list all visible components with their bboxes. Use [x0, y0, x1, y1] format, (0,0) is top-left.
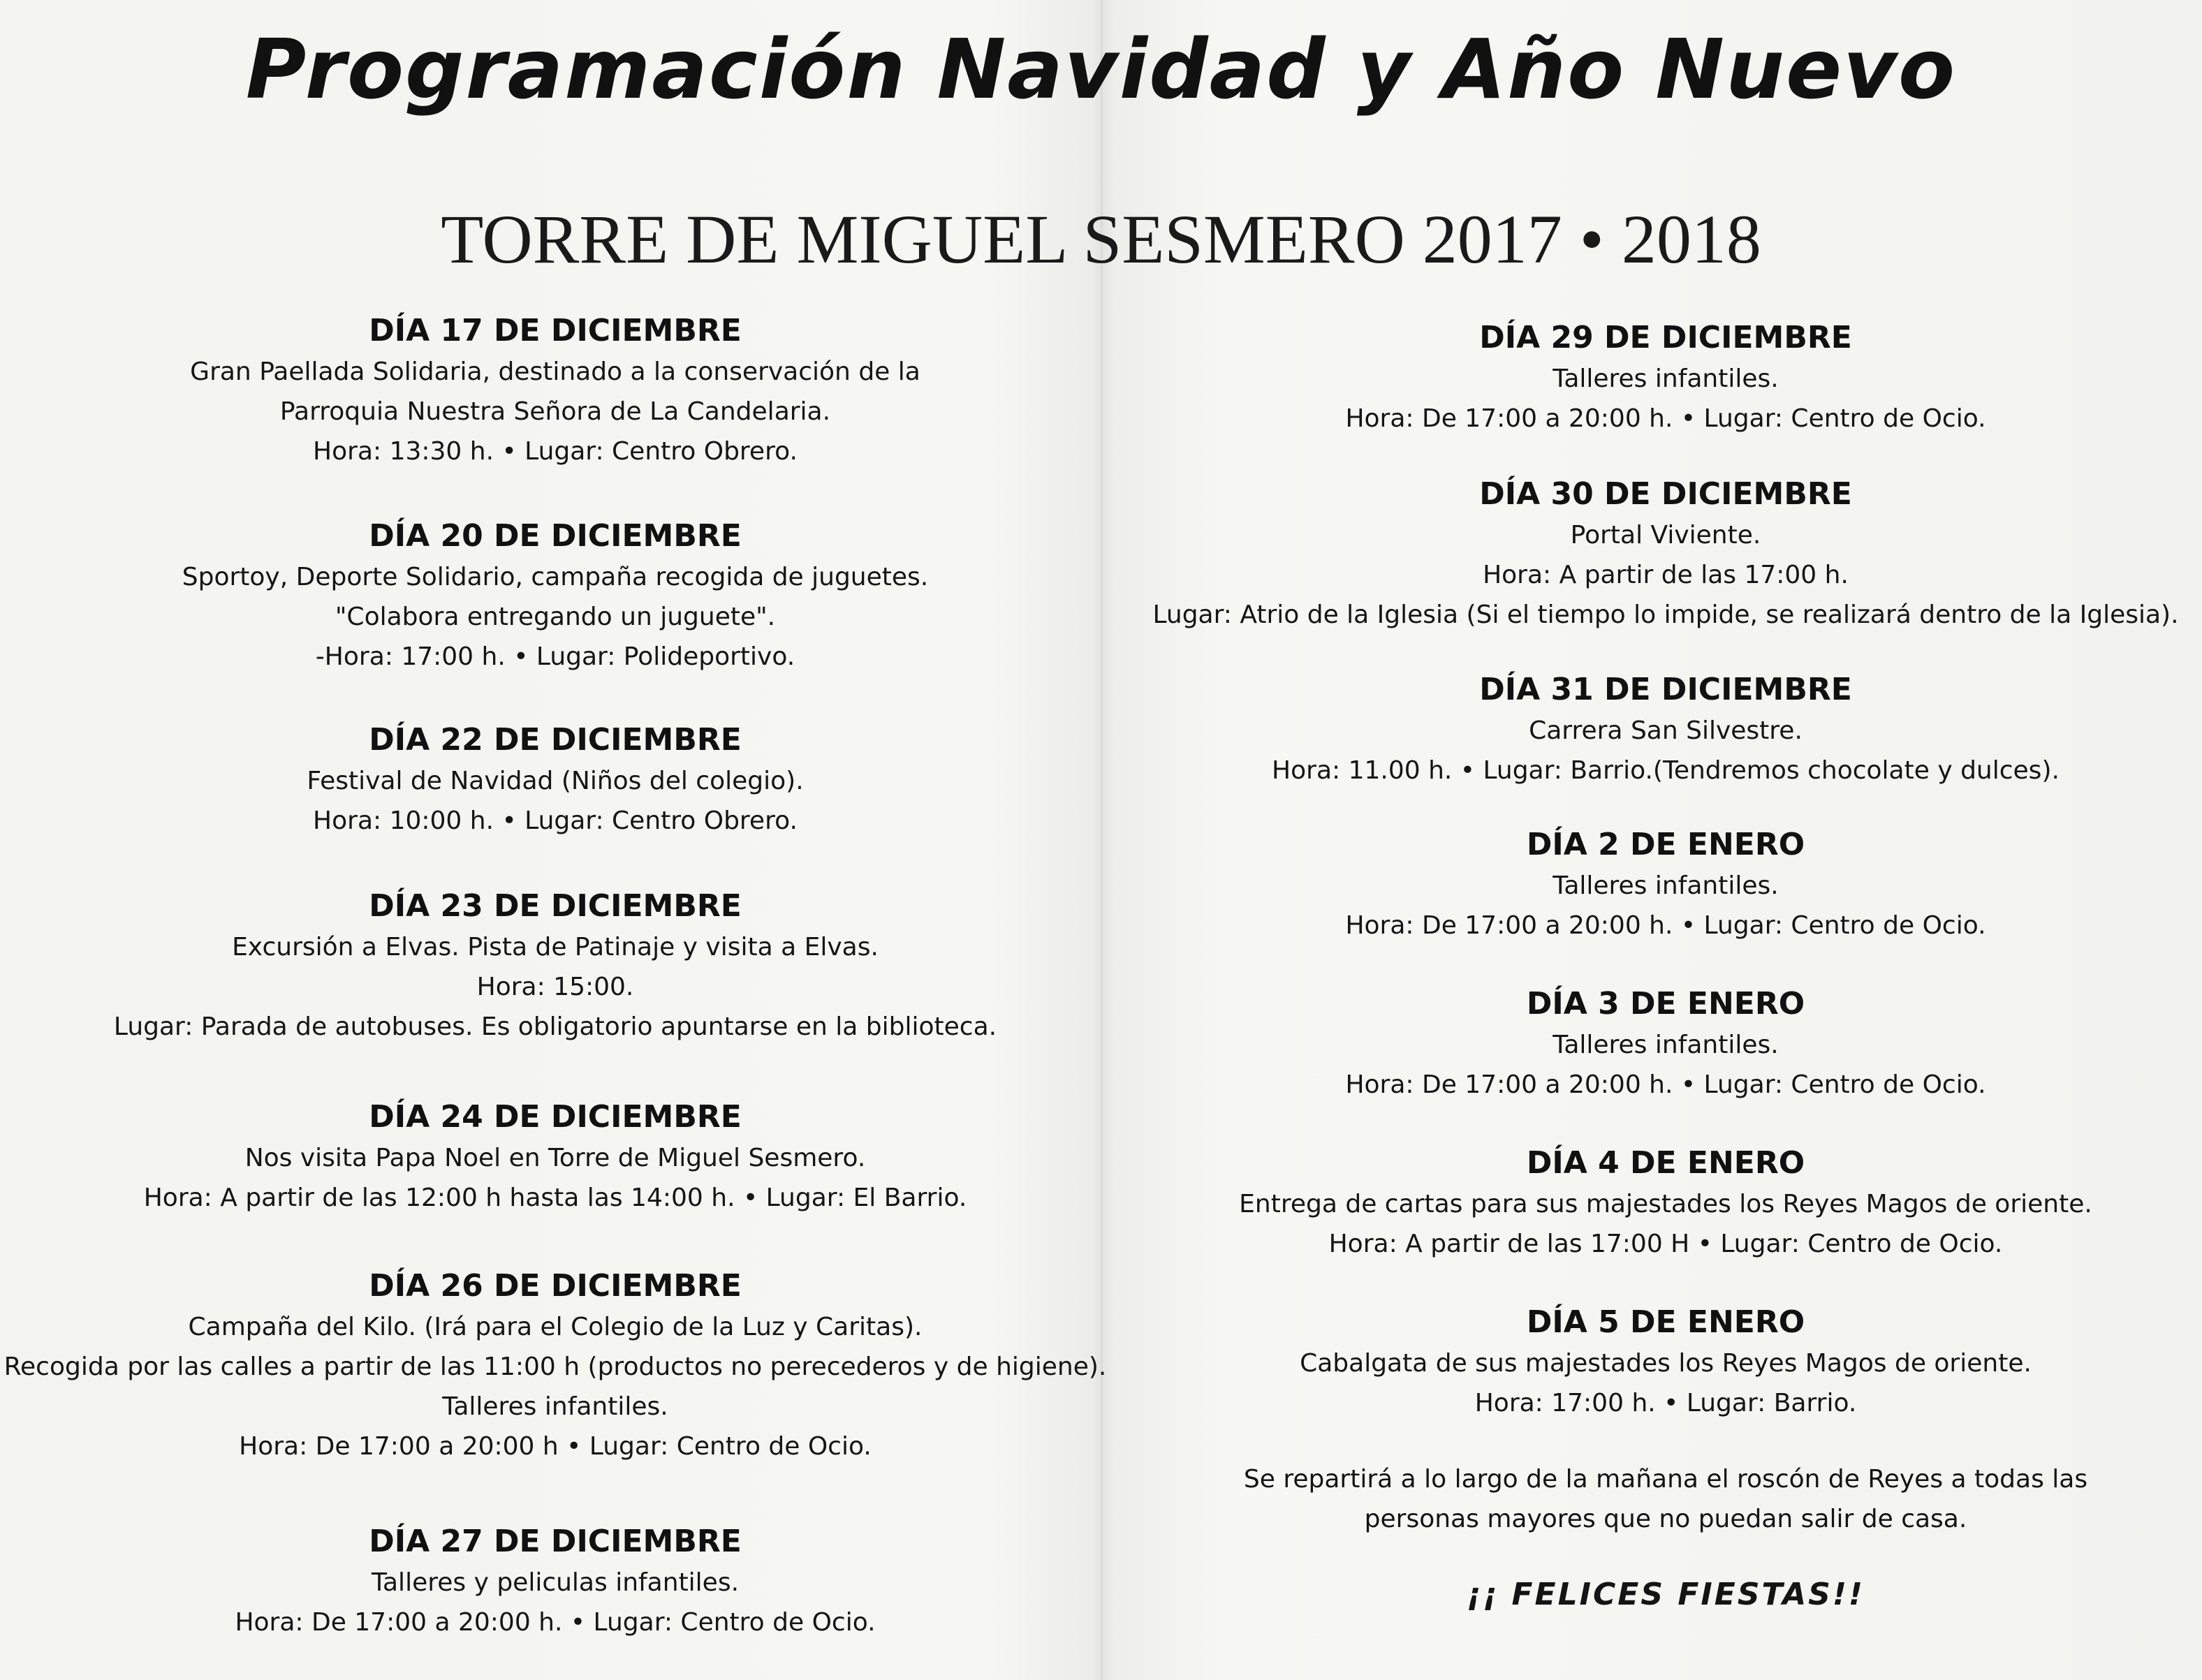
note-line: Se repartirá a lo largo de la mañana el roscón de Reyes a todas las — [1243, 1465, 2088, 1494]
event-jan-3 — [1110, 983, 2202, 1105]
event-dec-20 — [0, 515, 1110, 677]
closing-greeting: ¡¡ FELICES FIESTAS!! — [1467, 1577, 1865, 1612]
event-description: Recogida por las calles a partir de las 11:00 h (productos no perecederos y de higiene). — [3, 1353, 1107, 1381]
event-dec-17 — [0, 310, 1110, 471]
event-heading: DÍA 23 DE DICIEMBRE — [369, 888, 742, 924]
event-dec-22 — [0, 719, 1110, 841]
event-description: Parroquia Nuestra Señora de La Candelaria. — [279, 397, 831, 426]
event-description: Talleres infantiles. — [1553, 364, 1779, 393]
event-schedule: Hora: 17:00 h. • Lugar: Barrio. — [1474, 1389, 1857, 1417]
event-heading: DÍA 20 DE DICIEMBRE — [369, 518, 742, 554]
event-jan-2 — [1110, 824, 2202, 945]
event-location: Lugar: Parada de autobuses. Es obligatorio apuntarse en la biblioteca. — [113, 1012, 997, 1041]
event-schedule: Hora: A partir de las 12:00 h hasta las 14:00 h. • Lugar: El Barrio. — [143, 1184, 967, 1212]
event-dec-30 — [1110, 473, 2202, 635]
event-heading: DÍA 5 DE ENERO — [1526, 1304, 1805, 1340]
event-heading: DÍA 26 DE DICIEMBRE — [369, 1268, 742, 1304]
event-dec-29 — [1110, 317, 2202, 439]
event-schedule: Hora: 15:00. — [476, 973, 634, 1001]
event-heading: DÍA 27 DE DICIEMBRE — [369, 1524, 742, 1559]
event-description: Excursión a Elvas. Pista de Patinaje y visita a Elvas. — [232, 933, 879, 961]
note-line: personas mayores que no puedan salir de casa. — [1364, 1505, 1967, 1533]
event-heading: DÍA 4 DE ENERO — [1526, 1145, 1805, 1181]
event-description: Portal Viviente. — [1570, 521, 1761, 550]
event-description: Campaña del Kilo. (Irá para el Colegio de la Luz y Caritas). — [188, 1313, 923, 1341]
event-description: Talleres infantiles. — [442, 1392, 668, 1421]
event-description: Cabalgata de sus majestades los Reyes Magos de oriente. — [1300, 1349, 2032, 1378]
event-heading: DÍA 2 DE ENERO — [1526, 827, 1805, 862]
event-heading: DÍA 17 DE DICIEMBRE — [369, 313, 742, 348]
event-schedule: Hora: 11.00 h. • Lugar: Barrio.(Tendremos chocolate y dulces). — [1272, 756, 2060, 785]
event-schedule: Hora: 10:00 h. • Lugar: Centro Obrero. — [313, 806, 798, 835]
event-description: Talleres infantiles. — [1553, 1031, 1779, 1059]
event-dec-31 — [1110, 669, 2202, 790]
event-schedule: -Hora: 17:00 h. • Lugar: Polideportivo. — [315, 642, 795, 671]
event-dec-23 — [0, 885, 1110, 1047]
event-schedule: Hora: A partir de las 17:00 h. — [1483, 561, 1849, 589]
event-schedule: Hora: 13:30 h. • Lugar: Centro Obrero. — [313, 437, 798, 466]
event-description: Gran Paellada Solidaria, destinado a la conservación de la — [190, 358, 920, 386]
event-jan-4 — [1110, 1142, 2202, 1264]
event-heading: DÍA 22 DE DICIEMBRE — [369, 722, 742, 758]
page-subtitle: TORRE DE MIGUEL SESMERO 2017 • 2018 — [441, 200, 1761, 278]
event-description: Nos visita Papa Noel en Torre de Miguel Sesmero. — [244, 1144, 866, 1172]
event-location: Lugar: Atrio de la Iglesia (Si el tiempo lo impide, se realizará dentro de la Iglesia). — [1152, 600, 2179, 629]
event-schedule: Hora: A partir de las 17:00 H • Lugar: Centro de Ocio. — [1328, 1230, 2003, 1258]
event-heading: DÍA 3 DE ENERO — [1526, 986, 1805, 1022]
event-schedule: Hora: De 17:00 a 20:00 h. • Lugar: Centro de Ocio. — [1345, 1070, 1986, 1099]
event-heading: DÍA 24 DE DICIEMBRE — [369, 1099, 742, 1135]
event-description: Entrega de cartas para sus majestades los Reyes Magos de oriente. — [1239, 1190, 2092, 1218]
event-dec-27 — [0, 1521, 1110, 1642]
event-heading: DÍA 31 DE DICIEMBRE — [1479, 672, 1852, 707]
event-description: "Colabora entregando un juguete". — [335, 603, 776, 631]
event-schedule: Hora: De 17:00 a 20:00 h. • Lugar: Centro de Ocio. — [1345, 911, 1986, 940]
event-schedule: Hora: De 17:00 a 20:00 h. • Lugar: Centro de Ocio. — [235, 1608, 876, 1637]
roscon-note — [1110, 1459, 2202, 1539]
event-jan-5 — [1110, 1302, 2202, 1423]
event-description: Festival de Navidad (Niños del colegio). — [307, 767, 804, 795]
event-schedule: Hora: De 17:00 a 20:00 h. • Lugar: Centro de Ocio. — [1345, 404, 1986, 433]
event-schedule: Hora: De 17:00 a 20:00 h • Lugar: Centro de Ocio. — [239, 1432, 872, 1461]
event-description: Sportoy, Deporte Solidario, campaña recogida de juguetes. — [182, 563, 929, 591]
event-dec-24 — [0, 1096, 1110, 1218]
event-description: Talleres infantiles. — [1553, 871, 1779, 900]
event-heading: DÍA 30 DE DICIEMBRE — [1479, 476, 1852, 512]
event-description: Carrera San Silvestre. — [1529, 716, 1803, 745]
page-title: Programación Navidad y Año Nuevo — [245, 21, 1957, 117]
event-description: Talleres y peliculas infantiles. — [371, 1568, 740, 1597]
event-heading: DÍA 29 DE DICIEMBRE — [1479, 320, 1852, 355]
event-dec-26 — [0, 1265, 1110, 1466]
